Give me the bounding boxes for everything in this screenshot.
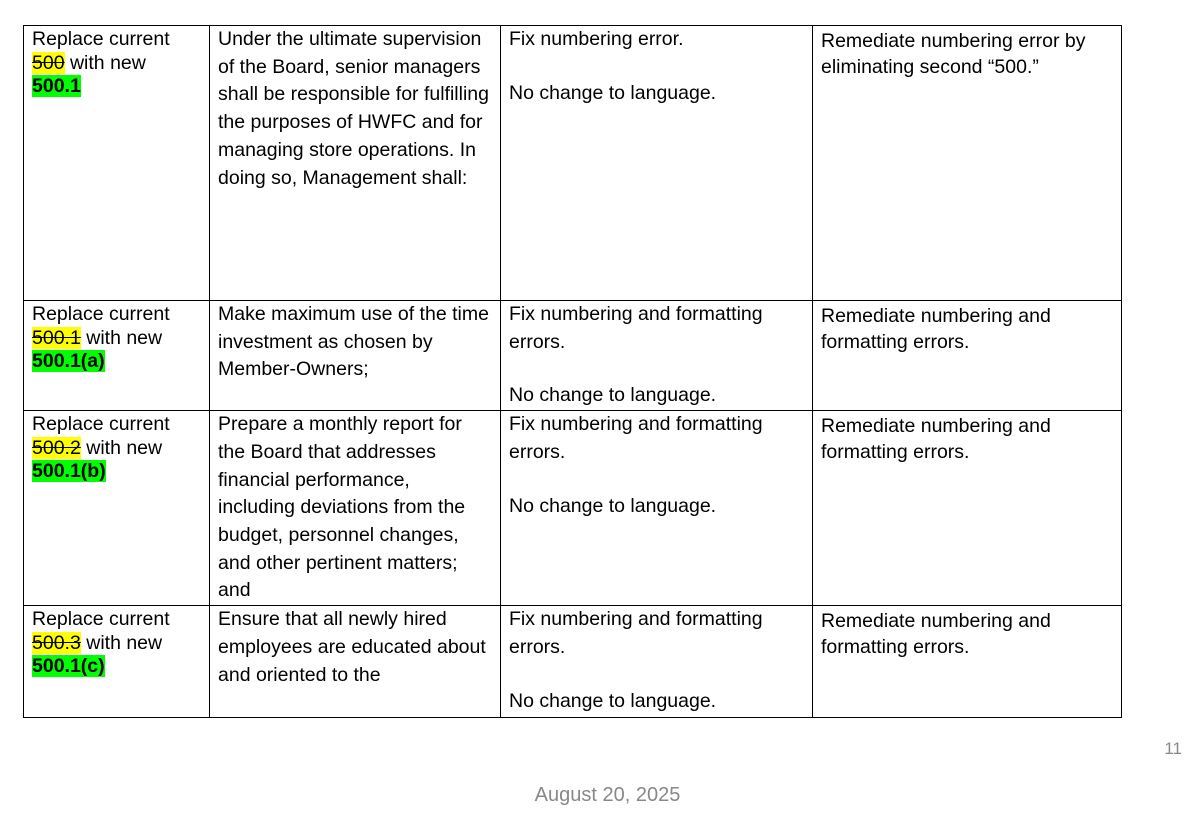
fix-cell [501,301,813,411]
with-new-text: with new [69,51,146,74]
replace-prefix: Replace current [32,303,170,325]
fix-cell [501,606,813,718]
new-number: 500.1 [32,75,81,97]
with-new-text: with new [86,326,163,349]
table-row [24,411,1122,606]
change-id-cell [24,301,210,411]
amendment-table [23,25,1122,718]
remedy-cell: Remediate numbering error by eliminating second “500.” [813,26,1122,301]
policy-text-cell: Prepare a monthly report for the Board that addresses financial performance, including deviations from the budget, personnel changes, and other pertinent matters; and [210,411,501,606]
footer-date: August 20, 2025 [534,784,681,806]
fix-description: Fix numbering and formatting errors. [509,608,763,658]
fix-note: No change to language. [509,689,717,712]
remedy-cell: Remediate numbering and formatting errors. [813,606,1122,718]
change-id-cell [24,606,210,718]
fix-note: No change to language. [509,384,717,407]
replace-prefix: Replace current [32,413,170,436]
new-number: 500.1(c) [32,655,105,678]
fix-description: Fix numbering and formatting errors. [509,413,763,463]
table-row [24,301,1122,411]
fix-description: Fix numbering and formatting errors. [509,303,763,353]
fix-note: No change to language. [509,494,717,517]
table-row [24,26,1122,301]
table-row [24,606,1122,718]
policy-text-cell: Ensure that all newly hired employees are educated about and oriented to the [210,606,501,718]
change-id-cell [24,411,210,606]
with-new-text: with new [86,436,163,459]
remedy-cell: Remediate numbering and formatting errors. [813,411,1122,606]
old-number: 500.1 [32,326,81,349]
old-number: 500 [32,51,65,74]
fix-description: Fix numbering error. [509,28,684,50]
fix-cell [501,411,813,606]
old-number: 500.3 [32,631,81,654]
page-number: 11 [1164,739,1182,758]
change-id-cell [24,26,210,301]
replace-prefix: Replace current [32,608,170,631]
new-number: 500.1(b) [32,460,106,483]
replace-prefix: Replace current [32,28,170,50]
remedy-cell: Remediate numbering and formatting errors. [813,301,1122,411]
fix-note: No change to language. [509,81,717,104]
policy-text-cell: Make maximum use of the time investment as chosen by Member-Owners; [210,301,501,411]
new-number: 500.1(a) [32,350,105,372]
policy-text-cell: Under the ultimate supervision of the Board, senior managers shall be responsible for fulfilling the purposes of HWFC and for managing store operations. In doing so, Management shall: [210,26,501,301]
old-number: 500.2 [32,436,81,459]
fix-cell [501,26,813,301]
with-new-text: with new [86,631,163,654]
